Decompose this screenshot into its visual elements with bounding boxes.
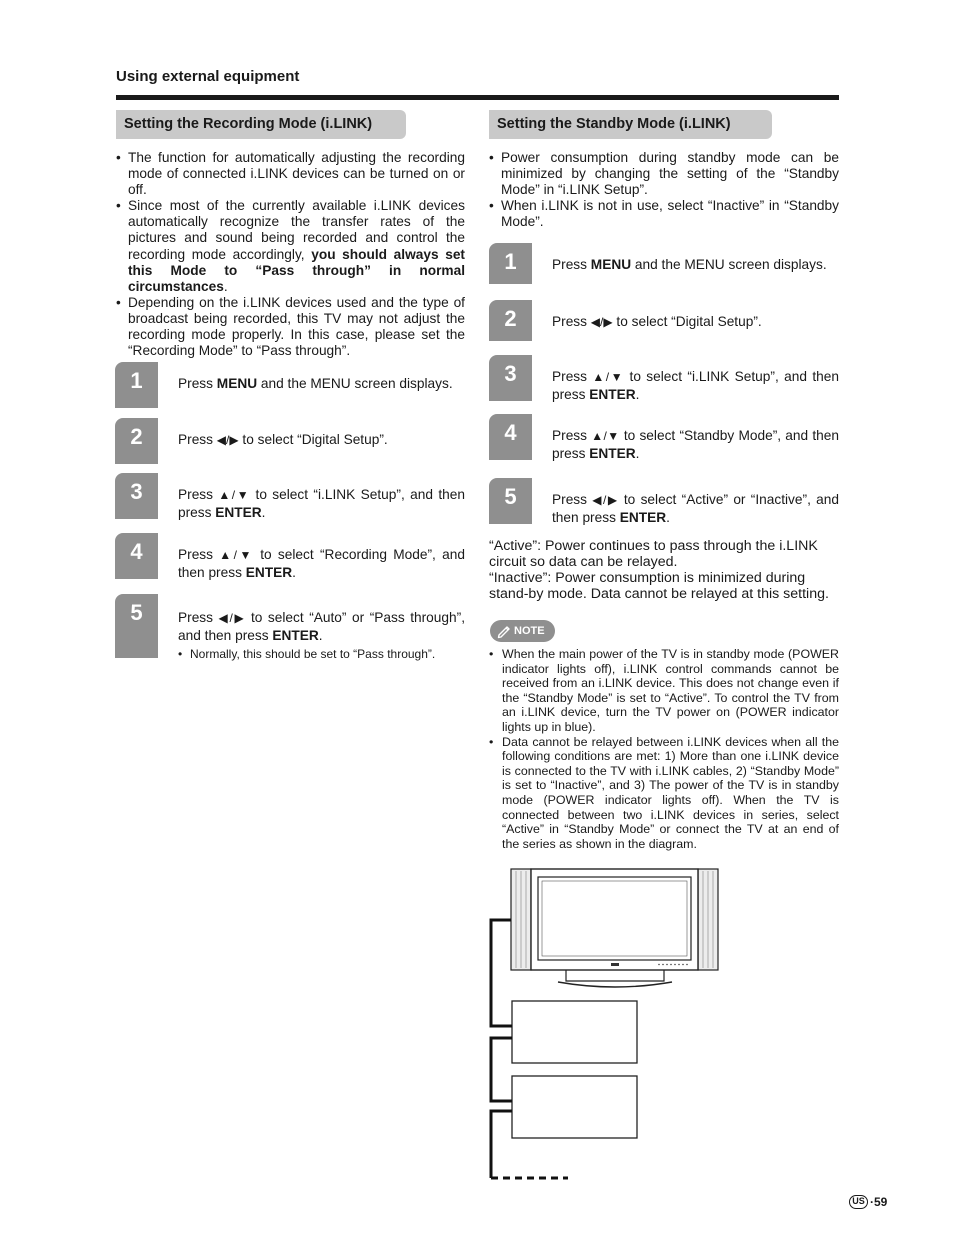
left-step-1-number: 1 — [115, 362, 158, 408]
right-heading: Setting the Standby Mode (i.LINK) — [489, 110, 772, 139]
tv-illustration — [511, 869, 718, 987]
top-rule — [116, 95, 839, 100]
left-step-3-text: Press ▲/▼ to select “i.LINK Setup”, and then press ENTER. — [178, 487, 465, 520]
left-heading: Setting the Recording Mode (i.LINK) — [116, 110, 406, 139]
ilink-device-1 — [512, 1001, 637, 1063]
region-badge: US — [849, 1195, 868, 1209]
left-step-5-sub-note: • Normally, this should be set to “Pass through”. — [178, 647, 468, 662]
right-step-3-text: Press ▲/▼ to select “i.LINK Setup”, and then press ENTER. — [552, 369, 839, 402]
left-right-arrow-icon: ◀/▶ — [218, 611, 246, 625]
up-down-arrow-icon: ▲/▼ — [218, 488, 251, 502]
right-step-4-text: Press ▲/▼ to select “Standby Mode”, and then press ENTER. — [552, 428, 839, 461]
up-down-arrow-icon: ▲/▼ — [592, 370, 625, 384]
right-step-4-number: 4 — [489, 414, 532, 460]
active-description: “Active”: Power continues to pass through the i.LINK circuit so data can be relayed. — [489, 538, 818, 570]
left-right-arrow-icon: ◀/▶ — [216, 433, 239, 447]
inactive-description: “Inactive”: Power consumption is minimized during stand-by mode. Data cannot be relayed at this setting. — [489, 570, 829, 602]
ilink-cable-3 — [491, 1111, 512, 1178]
left-step-4-number: 4 — [115, 533, 158, 579]
up-down-arrow-icon: ▲/▼ — [219, 548, 254, 562]
ilink-cable-2 — [491, 1038, 512, 1101]
note-list — [489, 647, 839, 851]
list-item: • Power consumption during standby mode can be minimized by changing the setting of the “Standby Mode” in “i.LINK Setup”. — [489, 150, 839, 198]
right-step-2-number: 2 — [489, 300, 532, 341]
connection-diagram — [488, 866, 723, 1184]
note-label: NOTE — [514, 625, 545, 637]
left-bullet-list — [116, 150, 465, 359]
right-step-1-number: 1 — [489, 243, 532, 284]
list-item: • Data cannot be relayed between i.LINK devices when all the following conditions are met: 1) More than one i.LINK device is connected to the TV with i.LINK cables, 2) “Standby Mode” is set to “Inactive”, and 3) The power of the TV is in standby mode (POWER indicator lights off). When the TV is connected between two i.LINK devices in series, select “Active” in “Standby Mode” or connect the TV at an end of the series as shown in the diagram. — [489, 735, 839, 852]
left-right-arrow-icon: ◀/▶ — [592, 493, 619, 507]
list-item: • Since most of the currently available i.LINK devices automatically recognize the transfer rates of the pictures and sound being recorded and control the recording mode accordingly, you should always set this Mode to “Pass through” in normal circumstances. — [116, 198, 465, 295]
left-step-5-number: 5 — [115, 594, 158, 658]
right-step-5-number: 5 — [489, 478, 532, 524]
list-item: • When i.LINK is not in use, select “Inactive” in “Standby Mode”. — [489, 198, 839, 230]
right-step-1-text: Press MENU and the MENU screen displays. — [552, 257, 827, 272]
ilink-cable-1 — [491, 920, 512, 1026]
section-label: Using external equipment — [116, 68, 300, 85]
left-step-5-text: Press ◀/▶ to select “Auto” or “Pass through”, and then press ENTER. — [178, 610, 465, 643]
right-step-2-text: Press ◀/▶ to select “Digital Setup”. — [552, 314, 762, 329]
list-item: • The function for automatically adjusting the recording mode of connected i.LINK devices can be turned on or off. — [116, 150, 465, 198]
left-right-arrow-icon: ◀/▶ — [590, 315, 613, 329]
page-number-text: ·59 — [870, 1195, 888, 1209]
note-badge — [490, 620, 555, 642]
list-item: • Depending on the i.LINK devices used and the type of broadcast being recorded, this TV may not adjust the recording mode properly. In this case, please set the “Recording Mode” to “Pass through”. — [116, 295, 465, 359]
left-step-1-text: Press MENU and the MENU screen displays. — [178, 376, 453, 391]
right-step-3-number: 3 — [489, 355, 532, 401]
left-step-3-number: 3 — [115, 473, 158, 519]
right-step-5-text: Press ◀/▶ to select “Active” or “Inactive”, and then press ENTER. — [552, 492, 840, 525]
up-down-arrow-icon: ▲/▼ — [591, 429, 620, 443]
list-item: • When the main power of the TV is in standby mode (POWER indicator lights off), i.LINK control commands cannot be received from an i.LINK device. This does not change even if the “Standby Mode” is set to “Active”. To control the TV from an i.LINK device, turn the TV power on (POWER indicator lights up in blue). — [489, 647, 839, 735]
left-step-4-text: Press ▲/▼ to select “Recording Mode”, and then press ENTER. — [178, 547, 465, 580]
pencil-icon — [496, 623, 512, 639]
left-step-2-text: Press ◀/▶ to select “Digital Setup”. — [178, 432, 388, 447]
right-bullet-list — [489, 150, 839, 230]
page-number — [849, 1195, 887, 1209]
left-step-2-number: 2 — [115, 418, 158, 464]
ilink-device-2 — [512, 1076, 637, 1138]
